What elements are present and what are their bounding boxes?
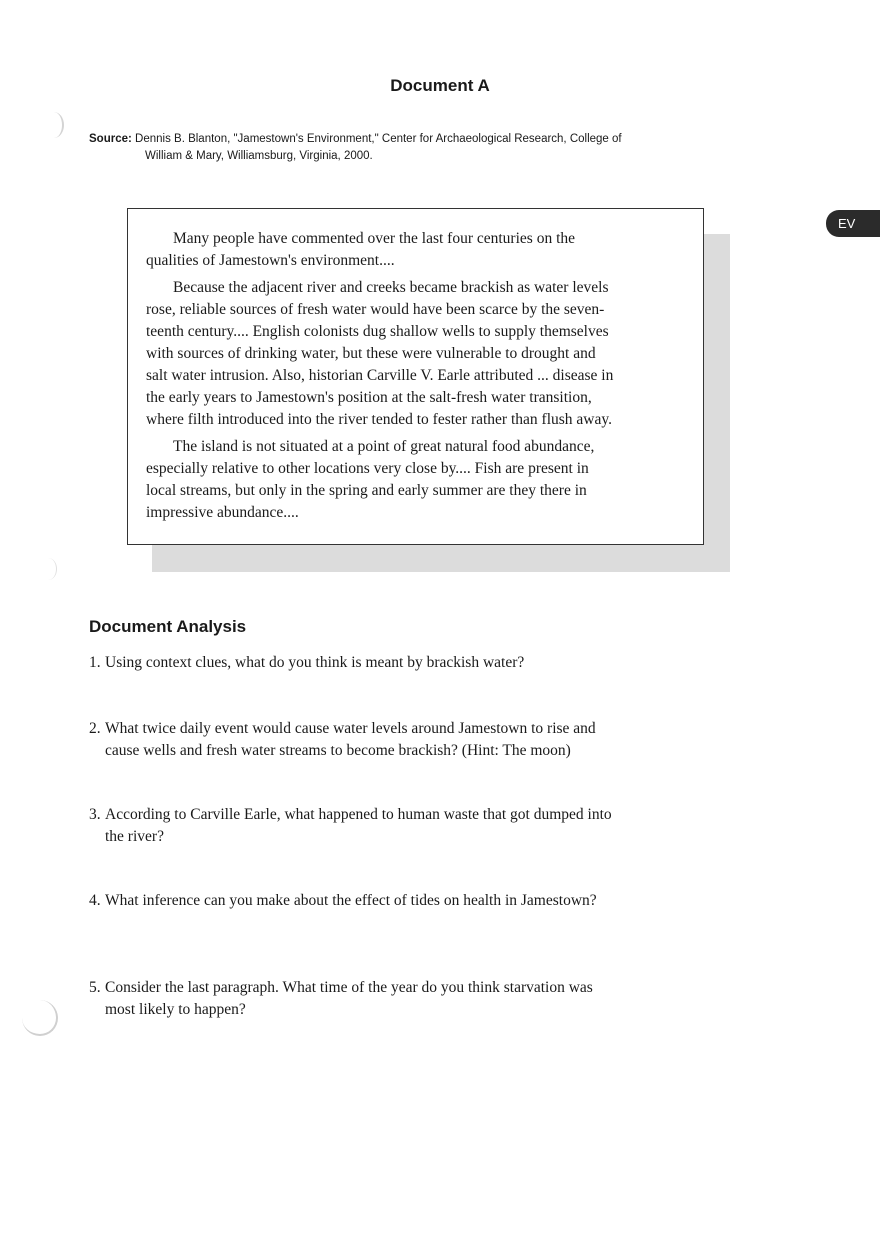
question-number: 3.: [89, 806, 101, 823]
binder-hole-middle: [40, 558, 57, 580]
question-line: [89, 718, 709, 740]
excerpt-line: The island is not situated at a point of great natural food abundance,: [173, 438, 595, 455]
question-text-continued: cause wells and fresh water streams to become brackish? (Hint: The moon): [105, 742, 571, 759]
excerpt-paragraph-3: [146, 436, 687, 524]
question-line: [89, 890, 709, 912]
excerpt-line: qualities of Jamestown's environment....: [146, 252, 395, 269]
question-number: 5.: [89, 979, 101, 996]
question-text-continued: the river?: [105, 828, 164, 845]
source-citation: [89, 131, 729, 165]
excerpt-line: teenth century.... English colonists dug shallow wells to supply themselves: [146, 323, 609, 340]
excerpt-line: with sources of drinking water, but these were vulnerable to drought and: [146, 345, 596, 362]
question-3: [89, 804, 709, 848]
question-line: [89, 652, 709, 674]
question-text-continued: most likely to happen?: [105, 1001, 246, 1018]
analysis-heading: Document Analysis: [89, 617, 247, 636]
excerpt-line: especially relative to other locations very close by.... Fish are present in: [146, 460, 589, 477]
source-label: Source:: [89, 133, 132, 145]
excerpt-line: the early years to Jamestown's position at the salt-fresh water transition,: [146, 389, 592, 406]
excerpt-box: [127, 208, 704, 545]
question-line: [89, 804, 709, 826]
question-text: What inference can you make about the effect of tides on health in Jamestown?: [105, 892, 597, 909]
excerpt-line: Many people have commented over the last four centuries on the: [173, 230, 576, 247]
question-text: According to Carville Earle, what happened to human waste that got dumped into: [105, 806, 612, 823]
document-title: Document A: [390, 76, 490, 95]
excerpt-line: local streams, but only in the spring and early summer are they there in: [146, 482, 587, 499]
question-5: [89, 977, 709, 1021]
excerpt-paragraph-2: [146, 277, 687, 431]
binder-hole-top: [44, 112, 64, 138]
excerpt-line: rose, reliable sources of fresh water would have been scarce by the seven-: [146, 301, 605, 318]
section-tab: EV: [826, 210, 880, 237]
excerpt-line: salt water intrusion. Also, historian Carville V. Earle attributed ... disease in: [146, 367, 614, 384]
excerpt-line: where filth introduced into the river tended to fester rather than flush away.: [146, 411, 612, 428]
excerpt-line: Because the adjacent river and creeks became brackish as water levels: [173, 279, 609, 296]
question-text: Consider the last paragraph. What time of the year do you think starvation was: [105, 979, 593, 996]
excerpt-line: impressive abundance....: [146, 504, 299, 521]
source-line-1: [89, 131, 729, 148]
binder-hole-bottom: [22, 1000, 58, 1036]
question-text: What twice daily event would cause water levels around Jamestown to rise and: [105, 720, 596, 737]
question-number: 2.: [89, 720, 101, 737]
question-2: [89, 718, 709, 762]
source-line-2: William & Mary, Williamsburg, Virginia, 2000.: [145, 150, 373, 162]
source-text-1: Dennis B. Blanton, "Jamestown's Environment," Center for Archaeological Research, College of: [135, 133, 622, 145]
question-1: [89, 652, 709, 674]
question-text: Using context clues, what do you think is meant by brackish water?: [105, 654, 525, 671]
excerpt-paragraph-1: [146, 228, 687, 272]
question-number: 4.: [89, 892, 101, 909]
question-4: [89, 890, 709, 912]
question-line: [89, 977, 709, 999]
question-number: 1.: [89, 654, 101, 671]
